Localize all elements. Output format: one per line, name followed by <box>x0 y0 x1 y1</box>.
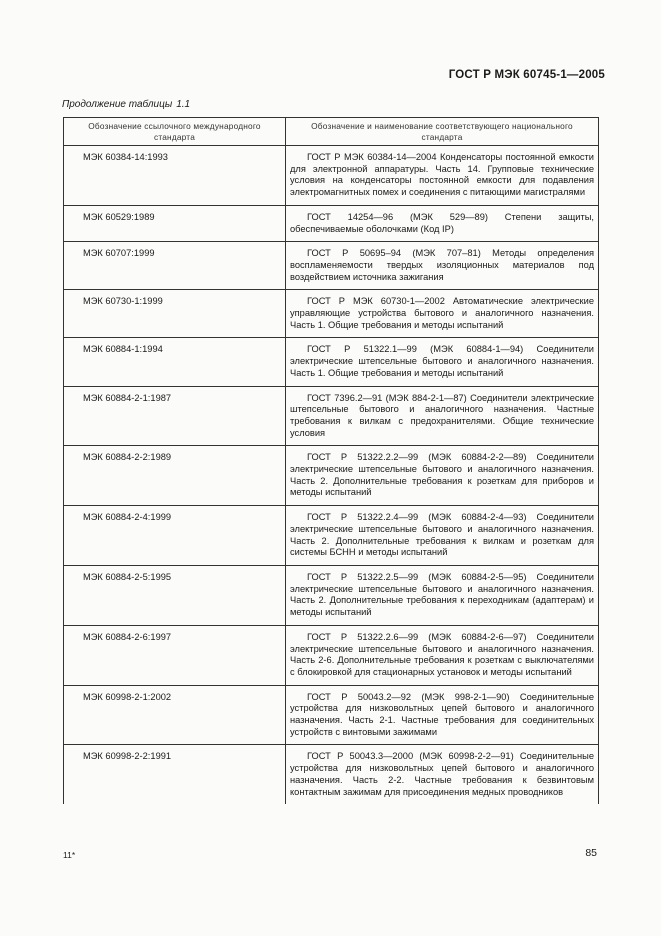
table-caption <box>62 99 190 110</box>
international-standard-cell: МЭК 60730-1:1999 <box>64 290 286 338</box>
international-standard-cell: МЭК 60884-2-1:1987 <box>64 386 286 446</box>
table-row <box>64 242 599 290</box>
national-standard-cell <box>286 565 599 625</box>
national-standard-text: ГОСТ Р 50043.3—2000 (МЭК 60998-2-2—91) Соединительные устройства для низковольтных цепей бытового и аналогичного назначения. Часть 2-2. Частные требования к безвинтовым контактным зажимам для присоединения медных проводников <box>290 751 594 797</box>
international-standard-cell: МЭК 60884-1:1994 <box>64 338 286 386</box>
national-standard-text: ГОСТ Р МЭК 60384-14—2004 Конденсаторы постоянной емкости для электронной аппаратуры. Часть 14. Групповые технические условия на конденсаторы постоянной емкости для подавления электромагнитных помех и соединения с питающими магистралями <box>290 152 594 198</box>
page-number: 85 <box>585 847 597 859</box>
national-standard-cell <box>286 685 599 745</box>
table-row <box>64 745 599 804</box>
national-standard-text: ГОСТ Р 51322.2.4—99 (МЭК 60884-2-4—93) Соединители электрические штепсельные бытового и аналогичного назначения. Часть 2. Дополнительные требования к вилкам и розеткам для системы БСНН и методы испытаний <box>290 512 594 558</box>
national-standard-text: ГОСТ Р 51322.2.2—99 (МЭК 60884-2-2—89) Соединители электрические штепсельные бытового и аналогичного назначения. Часть 2. Дополнительные требования к розеткам для приборов и методы испытаний <box>290 452 594 498</box>
table-row <box>64 338 599 386</box>
national-standard-text: ГОСТ Р МЭК 60730-1—2002 Автоматические электрические управляющие устройства бытового и аналогичного назначения. Часть 1. Общие требования и методы испытаний <box>290 296 594 330</box>
international-standard-cell: МЭК 60884-2-2:1989 <box>64 446 286 506</box>
international-standard-cell: МЭК 60384-14:1993 <box>64 146 286 206</box>
international-standard-cell: МЭК 60707:1999 <box>64 242 286 290</box>
table-row <box>64 290 599 338</box>
national-standard-cell <box>286 205 599 241</box>
national-standard-cell <box>286 506 599 566</box>
national-standard-cell <box>286 745 599 804</box>
national-standard-cell <box>286 446 599 506</box>
national-standard-cell <box>286 290 599 338</box>
table-caption-number: 1.1 <box>176 99 191 110</box>
national-standard-text: ГОСТ Р 51322.2.6—99 (МЭК 60884-2-6—97) Соединители электрические штепсельные бытового и аналогичного назначения. Часть 2-6. Дополнительные требования к розеткам с выключателями с блокировкой для стационарных установок и методы испытаний <box>290 631 594 677</box>
international-standard-cell: МЭК 60998-2-2:1991 <box>64 745 286 804</box>
national-standard-cell <box>286 242 599 290</box>
national-standard-text: ГОСТ 7396.2—91 (МЭК 884-2-1—87) Соединители электрические штепсельные бытового и аналогичного назначения. Частные требования к вилкам с предохранителями. Общие технические условия <box>290 392 594 438</box>
national-standard-text: ГОСТ 14254—96 (МЭК 529—89) Степени защиты, обеспечиваемые оболочками (Код IP) <box>290 211 594 234</box>
international-standard-cell: МЭК 60884-2-4:1999 <box>64 506 286 566</box>
national-standard-text: ГОСТ Р 51322.2.5—99 (МЭК 60884-2-5—95) Соединители электрические штепсельные бытового и аналогичного назначения. Часть 2. Дополнительные требования к переходникам (адаптерам) и методы испытаний <box>290 571 594 618</box>
national-standard-text: ГОСТ Р 50043.2—92 (МЭК 998-2-1—90) Соединительные устройства для низковольтных цепей бытового и аналогичного назначения. Часть 2-1. Частные требования для соединительных устройств с винтовыми зажимами <box>290 691 594 737</box>
national-standard-cell <box>286 625 599 685</box>
table-row <box>64 146 599 206</box>
table-caption-text: Продолжение таблицы <box>62 99 173 110</box>
table-row <box>64 565 599 625</box>
national-standard-cell <box>286 146 599 206</box>
international-standard-cell: МЭК 60529:1989 <box>64 205 286 241</box>
table-row <box>64 685 599 745</box>
international-standard-cell: МЭК 60884-2-6:1997 <box>64 625 286 685</box>
standards-table <box>63 117 599 804</box>
table-row <box>64 386 599 446</box>
col2-header: Обозначение и наименование соответствующего национального стандарта <box>286 118 599 146</box>
table-header-row <box>64 118 599 146</box>
national-standard-text: ГОСТ Р 51322.1—99 (МЭК 60884-1—94) Соединители электрические штепсельные бытового и аналогичного назначения. Часть 1. Общие требования и методы испытаний <box>290 344 594 378</box>
international-standard-cell: МЭК 60998-2-1:2002 <box>64 685 286 745</box>
international-standard-cell: МЭК 60884-2-5:1995 <box>64 565 286 625</box>
document-standard-code: ГОСТ Р МЭК 60745-1—2005 <box>448 69 605 81</box>
col1-header: Обозначение ссылочного международного стандарта <box>64 118 286 146</box>
table-row <box>64 625 599 685</box>
table-row <box>64 506 599 566</box>
national-standard-cell <box>286 386 599 446</box>
table-row <box>64 446 599 506</box>
table-row <box>64 205 599 241</box>
table-body <box>64 146 599 805</box>
national-standard-cell <box>286 338 599 386</box>
footer-mark: 11* <box>63 850 76 860</box>
national-standard-text: ГОСТ Р 50695–94 (МЭК 707–81) Методы определения воспламеняемости твердых изоляционных материалов под воздействием источника зажигания <box>290 248 594 282</box>
